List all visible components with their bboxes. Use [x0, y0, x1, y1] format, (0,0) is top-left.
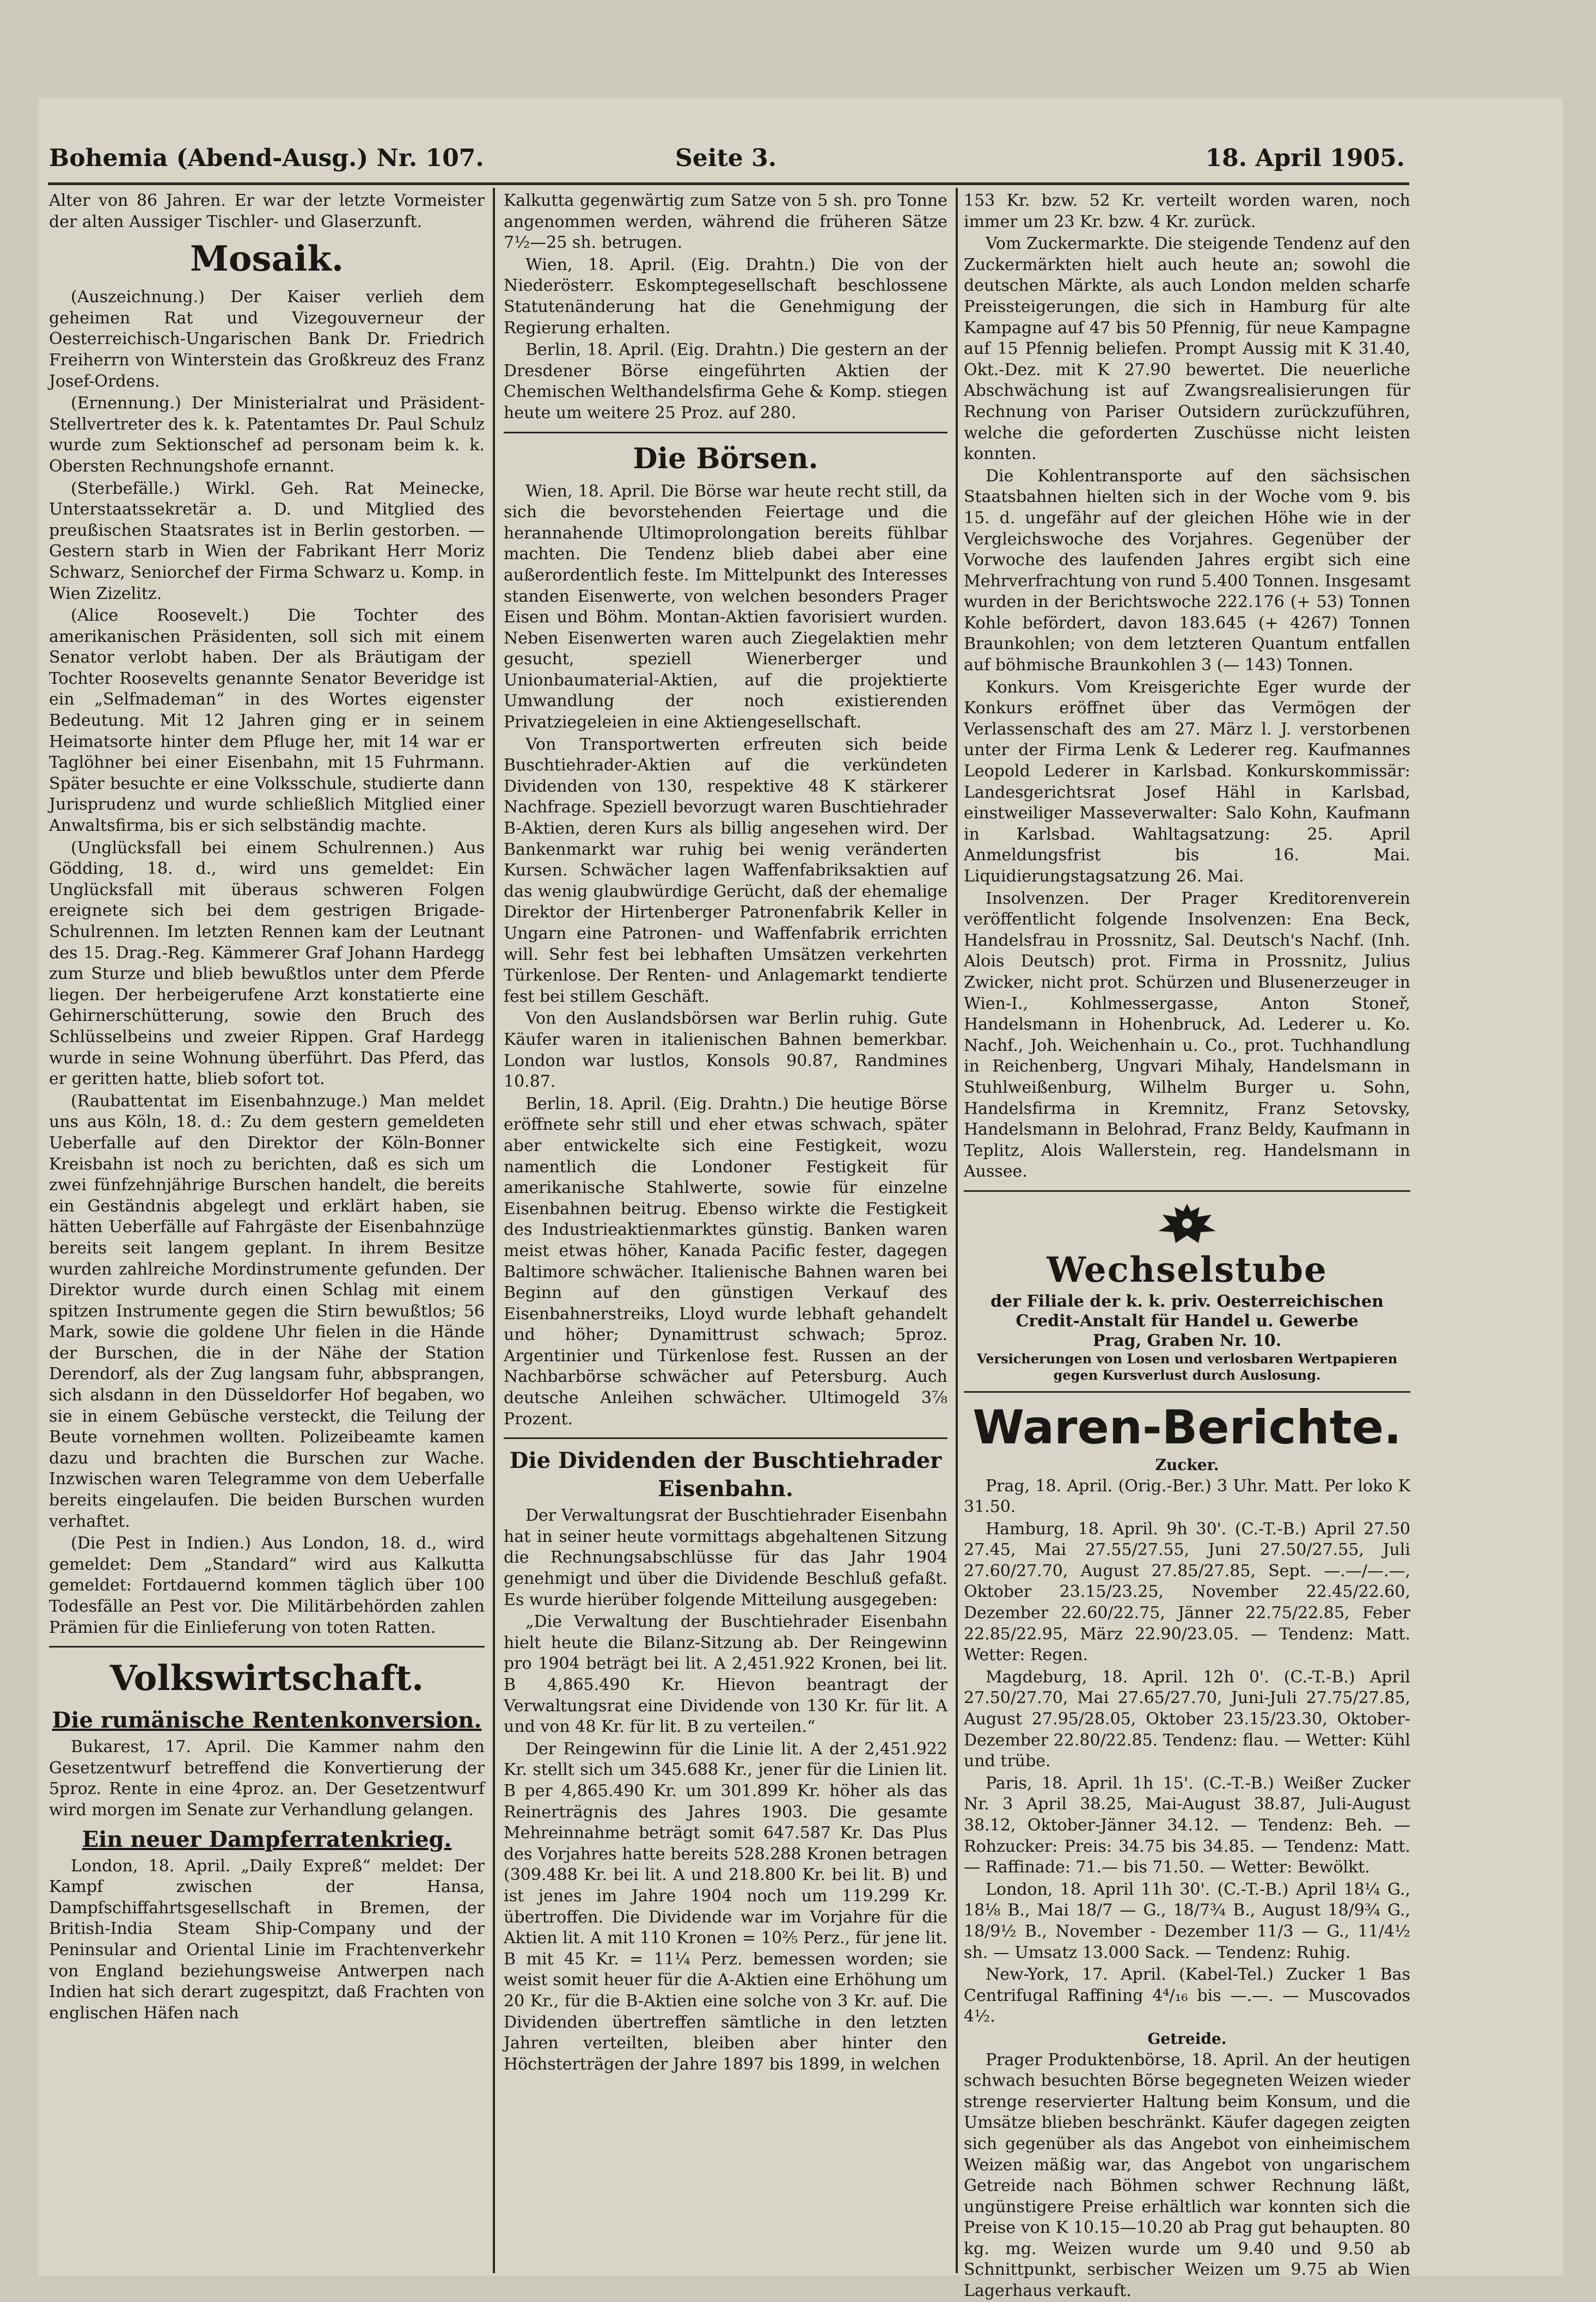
- paragraph: Von den Auslandsbörsen war Berlin ruhig. Gute Käufer waren in italienischen Bahnen bemerkbar. London war lustlos, Konsols 90.87, Randmines 10.87.: [504, 1009, 947, 1092]
- paragraph: Insolvenzen. Der Prager Kreditorenverein veröffentlicht folgende Insolvenzen: Ena Beck, Handelsfrau in Prossnitz, Sal. Deutsch's Nachf. (Inh. Alois Deutsch) prot. Firma in Prossnitz, Julius Zwicker, nicht prot. Schürzen und Blusenerzeuger in Wien-I., Kohlmessergasse, Anton Stoneř, Handelsmann in Hohenbruck, Ad. Lederer u. Ko. Nachf., Joh. Weichenhain u. Co., prot. Tuchhandlung in Reichenberg, Ungvari Mihaly, Handelsmann in Stuhlweißenburg, Wilhelm Burger u. Sohn, Handelsfirma in Kremnitz, Franz Setovsky, Handelsmann in Belohrad, Franz Beldy, Kaufmann in Teplitz, Alois Wallerstein, reg. Handelsmann in Aussee.: [964, 889, 1410, 1181]
- column-divider: [493, 188, 495, 2273]
- paragraph: (Die Pest in Indien.) Aus London, 18. d., wird gemeldet: Dem „Standard“ wird aus Kalkutta gemeldet: Fortdauernd kommen täglich über 100 Todesfälle an Pest vor. Die Militärbehörden zahlen Prämien für die Einlieferung von toten Ratten.: [49, 1534, 485, 1637]
- banner-address: Prag, Graben Nr. 10.: [1092, 1331, 1282, 1350]
- column-2: [504, 191, 947, 2281]
- header-rule: [48, 182, 1409, 185]
- advertisement-wechselstube: [964, 1199, 1410, 1383]
- section-heading-mosaik: Mosaik.: [190, 238, 344, 280]
- market-report: New-York, 17. April. (Kabel-Tel.) Zucker 1 Bas Centrifugal Raffining 4⁴/₁₆ bis —.—. — Muscovados 4½.: [964, 1965, 1410, 2027]
- paragraph: London, 18. April. „Daily Expreß“ meldet: Der Kampf zwischen der Hansa, Dampfschiffahrtsgesellschaft in Bremen, der British-India Steam Ship-Company und der Peninsular and Oriental Linie im Frachtenverkehr von England beziehungsweise Antwerpen nach Indien hat sich derart zugespitzt, daß Frachten von englischen Häfen nach: [49, 1856, 485, 2023]
- paragraph: Die Kohlentransporte auf den sächsischen Staatsbahnen hielten sich in der Woche vom 9. bis 15. d. ungefähr auf der gleichen Höhe wie in der Vergleichswoche des Vorjahres. Gegenüber der Vorwoche des laufenden Jahres ergibt sich eine Mehrverfrachtung von rund 5.400 Tonnen. Insgesamt wurden in der Berichtswoche 222.176 (+ 53) Tonnen Kohle befördert, davon 183.645 (+ 4267) Tonnen Braunkohlen; von dem letzteren Quantum entfallen auf böhmische Braunkohlen 3 (— 143) Tonnen.: [964, 466, 1410, 675]
- paragraph: (Alice Roosevelt.) Die Tochter des amerikanischen Präsidenten, soll sich mit einem Senator verlobt haben. Der als Bräutigam der Tochter Roosevelts genannte Senator Beveridge ist ein „Selfmademan“ in des Wortes eigenster Bedeutung. Mit 12 Jahren ging er in seinem Heimatsorte hinter dem Pfluge her, mit 14 war er Taglöhner bei einer Eisenbahn, mit 15 Fuhrmann. Später besuchte er eine Volksschule, studierte dann Jurisprudenz und wurde schließlich Mitglied einer Anwaltsfirma, bis er sich selbständig machte.: [49, 606, 485, 836]
- section-heading-volkswirtschaft: Volkswirtschaft.: [109, 1658, 424, 1699]
- paragraph: Berlin, 18. April. (Eig. Drahtn.) Die heutige Börse eröffnete sehr still und eher etwas schwach, später aber entwickelte sich eine Festigkeit, wozu namentlich die Londoner Festigkeit für amerikanische Stahlwerte, sowie für einzelne Eisenbahnen beitrug. Ebenso wirkte die Festigkeit des Industrieaktienmarktes günstig. Banken waren meist etwas höher, Kanada Pacific fester, dagegen Baltimore schwächer. Italienische Bahnen waren bei Beginn auf den günstigen Verkauf des Eisenbahnerstreiks, Lloyd wurde lebhaft gehandelt und höher; Dynamittrust schwach; 5proz. Argentinier und Türkenlose fest. Russen an der Nachbarbörse schwächer auf Petersburg. Auch deutsche Anleihen schwächer. Ultimogeld 3⅞ Prozent.: [504, 1094, 947, 1429]
- banner-subtitle: Credit-Anstalt für Handel u. Gewerbe: [1016, 1311, 1359, 1331]
- section-divider: [964, 1391, 1410, 1393]
- article-heading: Die rumänische Rentenkonversion.: [52, 1707, 482, 1734]
- paragraph: Von Transportwerten erfreuten sich beide Buschtiehrader-Aktien auf die verkündeten Dividenden von 130, respektive 48 K stärkerer Nachfrage. Speziell bevorzugt waren Buschtiehrader B-Aktien, deren Kurs als billig angesehen wird. Der Bankenmarkt war ruhig bei wenig veränderten Kursen. Schwächer lagen Waffenfabriksaktien auf das wenig glaubwürdige Gerücht, daß der ehemalige Direktor der Hirtenberger Patronenfabrik Keller in Ungarn eine Patronen- und Waffenfabrik errichten will. Sehr fest bei lebhaften Umsätzen verkehrten Türkenlose. Der Renten- und Anlagemarkt tendierte fest bei stillem Geschäft.: [504, 734, 947, 1006]
- section-divider: [504, 1437, 947, 1439]
- article-heading: Die Dividenden der Buschtiehrader Eisenbahn.: [509, 1448, 942, 1502]
- column-divider: [956, 188, 958, 2273]
- article-heading: Ein neuer Dampferratenkrieg.: [82, 1826, 452, 1852]
- section-heading-waren-berichte: Waren-Berichte.: [973, 1400, 1402, 1455]
- market-report: Paris, 18. April. 1h 15'. (C.-T.-B.) Weißer Zucker Nr. 3 April 38.25, Mai-August 38.87, Juli-August 38.12, Oktober-Jänner 34.12. — Tendenz: Beh. — Rohzucker: Preis: 34.75 bis 34.85. — Tendenz: Matt. — Raffinade: 71.— bis 71.50. — Wetter: Bewölkt.: [964, 1773, 1410, 1877]
- section-divider: [504, 432, 947, 433]
- double-eagle-emblem-icon: [1152, 1199, 1222, 1248]
- paragraph: 153 Kr. bzw. 52 Kr. verteilt worden waren, noch immer um 23 Kr. bzw. 4 Kr. zurück.: [964, 191, 1410, 231]
- paragraph: Der Reingewinn für die Linie lit. A der 2,451.922 Kr. stellt sich um 345.688 Kr., jener für die Linien lit. B per 4,865.490 Kr. um 301.899 Kr. höher als das Reinerträgnis des Jahres 1903. Die gesamte Mehreinnahme beträgt somit 647.587 Kr. Das Plus des Vorjahres hatte bereits 528.288 Kronen betragen (309.488 Kr. bei lit. A und 218.800 Kr. bei lit. B) und ist jenes im Jahre 1904 noch um 119.299 Kr. übertroffen. Die Dividende war im Vorjahre für die Aktien lit. A mit 110 Kronen = 10⅖ Perz., für jene lit. B mit 45 Kr. = 11¼ Perz. bemessen worden; sie weist somit heuer für die A-Aktien eine Erhöhung um 20 Kr., für die B-Aktien eine solche von 3 Kr. auf. Die Dividenden übertreffen sämtliche in den letzten Jahren verteilten, bleiben aber hinter den Höchsterträgen der Jahre 1897 bis 1899, in welchen: [504, 1739, 947, 2074]
- banner-subtitle: der Filiale der k. k. priv. Oesterreichischen: [990, 1291, 1384, 1311]
- banner-note: Versicherungen von Losen und verlosbaren Wertpapieren gegen Kursverlust durch Auslosung.: [976, 1350, 1398, 1383]
- section-heading-boersen: Die Börsen.: [633, 442, 818, 475]
- paragraph: Wien, 18. April. (Eig. Drahtn.) Die von der Niederösterr. Eskomptegesellschaft beschlossene Statutenänderung hat die Genehmigung der Regierung erhalten.: [504, 255, 947, 338]
- paragraph: (Raubattentat im Eisenbahnzuge.) Man meldet uns aus Köln, 18. d.: Zu dem gestern gemeldeten Ueberfalle auf den Direktor der Köln-Bonner Kreisbahn ist noch zu berichten, daß es sich um zwei fünfzehnjährige Burschen handelt, die bereits ein Geständnis abgelegt und erklärt haben, sie hätten Ueberfälle auf Fahrgäste der Eisenbahnzüge bereits seit langem geplant. In ihrem Besitze wurden zahlreiche Mordinstrumente gefunden. Der Direktor wurde durch einen Schlag mit einem spitzen Instrumente gegen die Stirn bewußtlos; 56 Mark, sowie die goldene Uhr fielen in die Hände der Burschen, die in der Nähe der Station Derendorf, als der Zug langsam fuhr, abbsprangen, sich alsdann in den Düsseldorfer Hof begaben, wo sie in einem Gebüsche versteckt, die Teilung der Beute vornehmen wollten. Polizeibeamte kamen dazu und brachten die Burschen zur Wache. Inzwischen waren Telegramme von dem Ueberfalle bereits eingelaufen. Die beiden Burschen wurden verhaftet.: [49, 1091, 485, 1531]
- paragraph: Kalkutta gegenwärtig zum Satze von 5 sh. pro Tonne angenommen werden, während die früheren Sätze 7½—25 sh. betrugen.: [504, 191, 947, 253]
- column-1: [49, 191, 485, 2281]
- subheading-getreide: Getreide.: [1147, 2029, 1227, 2048]
- paragraph: Berlin, 18. April. (Eig. Drahtn.) Die gestern an der Dresdener Börse eingeführten Aktien der Chemischen Welthandelsfirma Gehe & Komp. stiegen heute um weitere 25 Proz. auf 280.: [504, 340, 947, 423]
- paragraph: (Auszeichnung.) Der Kaiser verlieh dem geheimen Rat und Vizegouverneur der Oesterreichisch-Ungarischen Bank Dr. Friedrich Freiherrn von Winterstein das Großkreuz des Franz Josef-Ordens.: [49, 287, 485, 391]
- paragraph: Wien, 18. April. Die Börse war heute recht still, da sich die bevorstehenden Feiertage und die herannahende Ultimoprolongation bereits fühlbar machten. Die Tendenz blieb dabei aber eine außerordentlich feste. Im Mittelpunkt des Interesses standen Eisenwerte, von welchen besonders Prager Eisen und Böhm. Montan-Aktien favorisiert wurden. Neben Eisenwerten waren auch Ziegelaktien mehr gesucht, speziell Wienerberger und Unionbaumaterial-Aktien, auf die projektierte Umwandlung der noch existierenden Privatziegeleien in eine Aktiengesellschaft.: [504, 481, 947, 732]
- section-divider: [964, 1190, 1410, 1192]
- paragraph: Der Verwaltungsrat der Buschtiehrader Eisenbahn hat in seiner heute vormittags abgehaltenen Sitzung die Rechnungsabschlüsse für das Jahr 1904 genehmigt und über die Dividende Beschluß gefaßt. Es wurde hierüber folgende Mitteilung ausgegeben:: [504, 1506, 947, 1609]
- header-publication: Bohemia (Abend-Ausg.) Nr. 107.: [49, 144, 484, 172]
- paragraph: Alter von 86 Jahren. Er war der letzte Vormeister der alten Aussiger Tischler- und Glaserzunft.: [49, 191, 485, 231]
- paragraph: Vom Zuckermarkte. Die steigende Tendenz auf den Zuckermärkten hielt auch heute an; sowohl die deutschen Märkte, als auch London melden scharfe Preissteigerungen, die sich in Hamburg für alte Kampagne auf 47 bis 50 Pfennig, für neue Kampagne auf 15 Pfennig beliefen. Prompt Aussig mit K 31.40, Okt.-Dez. mit K 27.90 bewertet. Die neuerliche Abschwächung ist auf Zwangsrealisierungen für Rechnung von Pariser Outsidern zurückzuführen, welche die geforderten Zuschüsse nicht leisten konnten.: [964, 234, 1410, 464]
- market-report: London, 18. April 11h 30'. (C.-T.-B.) April 18¼ G., 18⅛ B., Mai 18/7 — G., 18/7¾ B., August 18/9¾ G., 18/9½ B., November - Dezember 11/3 — G., 11/4½ sh. — Umsatz 13.000 Sack. — Tendenz: Ruhig.: [964, 1879, 1410, 1962]
- paragraph: (Sterbefälle.) Wirkl. Geh. Rat Meinecke, Unterstaatssekretär a. D. und Mitglied des preußischen Staatsrates ist in Berlin gestorben. — Gestern starb in Wien der Fabrikant Herr Moriz Schwarz, Seniorchef der Firma Schwarz u. Komp. in Wien Zizelitz.: [49, 479, 485, 603]
- header-date: 18. April 1905.: [1205, 144, 1405, 172]
- column-3: [964, 191, 1410, 2301]
- market-report: Prager Produktenbörse, 18. April. An der heutigen schwach besuchten Börse begegneten Weizen wieder strenge reservierter Haltung beim Konsum, und die Umsätze blieben beschränkt. Käufer dagegen zeigten sich gegenüber als das Angebot von einheimischem Weizen mäßig war, das Angebot von ungarischem Getreide nach Böhmen schwer Rechnung läßt, ungünstigere Preise erhältlich war konnten sich die Preise von K 10.15—10.20 ab Prag gut behaupten. 80 kg. mg. Weizen wurde um 9.40 und 9.50 ab Schnittpunkt, serbischer Weizen um 9.75 ab Wien Lagerhaus verkauft.: [964, 2050, 1410, 2301]
- paragraph: Bukarest, 17. April. Die Kammer nahm den Gesetzentwurf betreffend die Konvertierung der 5proz. Rente in eine 4proz. an. Der Gesetzentwurf wird morgen im Senate zur Verhandlung gelangen.: [49, 1737, 485, 1820]
- paragraph: „Die Verwaltung der Buschtiehrader Eisenbahn hielt heute die Bilanz-Sitzung ab. Der Reingewinn pro 1904 beträgt bei lit. A 2,451.922 Kronen, bei lit. B 4,865.490 Kr. Hievon beantragt der Verwaltungsrat eine Dividende von 130 Kr. für lit. A und von 48 Kr. für lit. B zu verteilen.“: [504, 1612, 947, 1737]
- market-report: Magdeburg, 18. April. 12h 0'. (C.-T.-B.) April 27.50/27.70, Mai 27.65/27.70, Juni-Juli 27.75/27.85, August 27.95/28.05, Oktober 23.15/23.30, Oktober-Dezember 22.80/22.85. Tendenz: flau. — Wetter: Kühl und trübe.: [964, 1667, 1410, 1771]
- paragraph: (Unglücksfall bei einem Schulrennen.) Aus Gödding, 18. d., wird uns gemeldet: Ein Unglücksfall mit überaus schweren Folgen ereignete sich bei dem gestrigen Brigade-Schulrennen. Im letzten Rennen kam der Leutnant des 15. Drag.-Reg. Kämmerer Graf Johann Hardegg zum Sturze und blieb bewußtlos unter dem Pferde liegen. Der herbeigerufene Arzt konstatierte eine Gehirnerschütterung, sowie den Bruch des Schlüsselbeins und zweier Rippen. Graf Hardegg wurde in seine Wohnung überführt. Das Pferd, das er geritten hatte, blieb sofort tot.: [49, 838, 485, 1089]
- paragraph: (Ernennung.) Der Ministerialrat und Präsident-Stellvertreter des k. k. Patentamtes Dr. Paul Schulz wurde zum Sektionschef ad personam beim k. k. Obersten Rechnungshofe ernannt.: [49, 394, 485, 476]
- market-report: Hamburg, 18. April. 9h 30'. (C.-T.-B.) April 27.50 27.45, Mai 27.55/27.55, Juni 27.50/27.55, Juli 27.60/27.70, August 27.85/27.85, Sept. —.—/—.—, Oktober 23.15/23.25, November 22.45/22.60, Dezember 22.60/22.75, Jänner 22.75/22.85, Feber 22.85/22.95, März 22.90/23.05. — Tendenz: Matt. Wetter: Regen.: [964, 1519, 1410, 1665]
- subheading-zucker: Zucker.: [1155, 1455, 1219, 1474]
- market-report: Prag, 18. April. (Orig.-Ber.) 3 Uhr. Matt. Per loko K 31.50.: [964, 1476, 1410, 1517]
- section-divider: [49, 1646, 485, 1648]
- banner-title: Wechselstube: [1047, 1249, 1328, 1290]
- page-header: [49, 144, 1405, 188]
- header-page-number: Seite 3.: [675, 144, 777, 172]
- paragraph: Konkurs. Vom Kreisgerichte Eger wurde der Konkurs eröffnet über das Vermögen der Verlassenschaft des am 27. März l. J. verstorbenen unter der Firma Lenk & Lederer reg. Kaufmannes Leopold Lederer in Karlsbad. Konkurskommissär: Landesgerichtsrat Josef Hähl in Karlsbad, einstweiliger Masseverwalter: Salo Kohn, Kaufmann in Karlsbad. Wahltagsatzung: 25. April Anmeldungsfrist bis 16. Mai. Liquidierungstagsatzung 26. Mai.: [964, 677, 1410, 886]
